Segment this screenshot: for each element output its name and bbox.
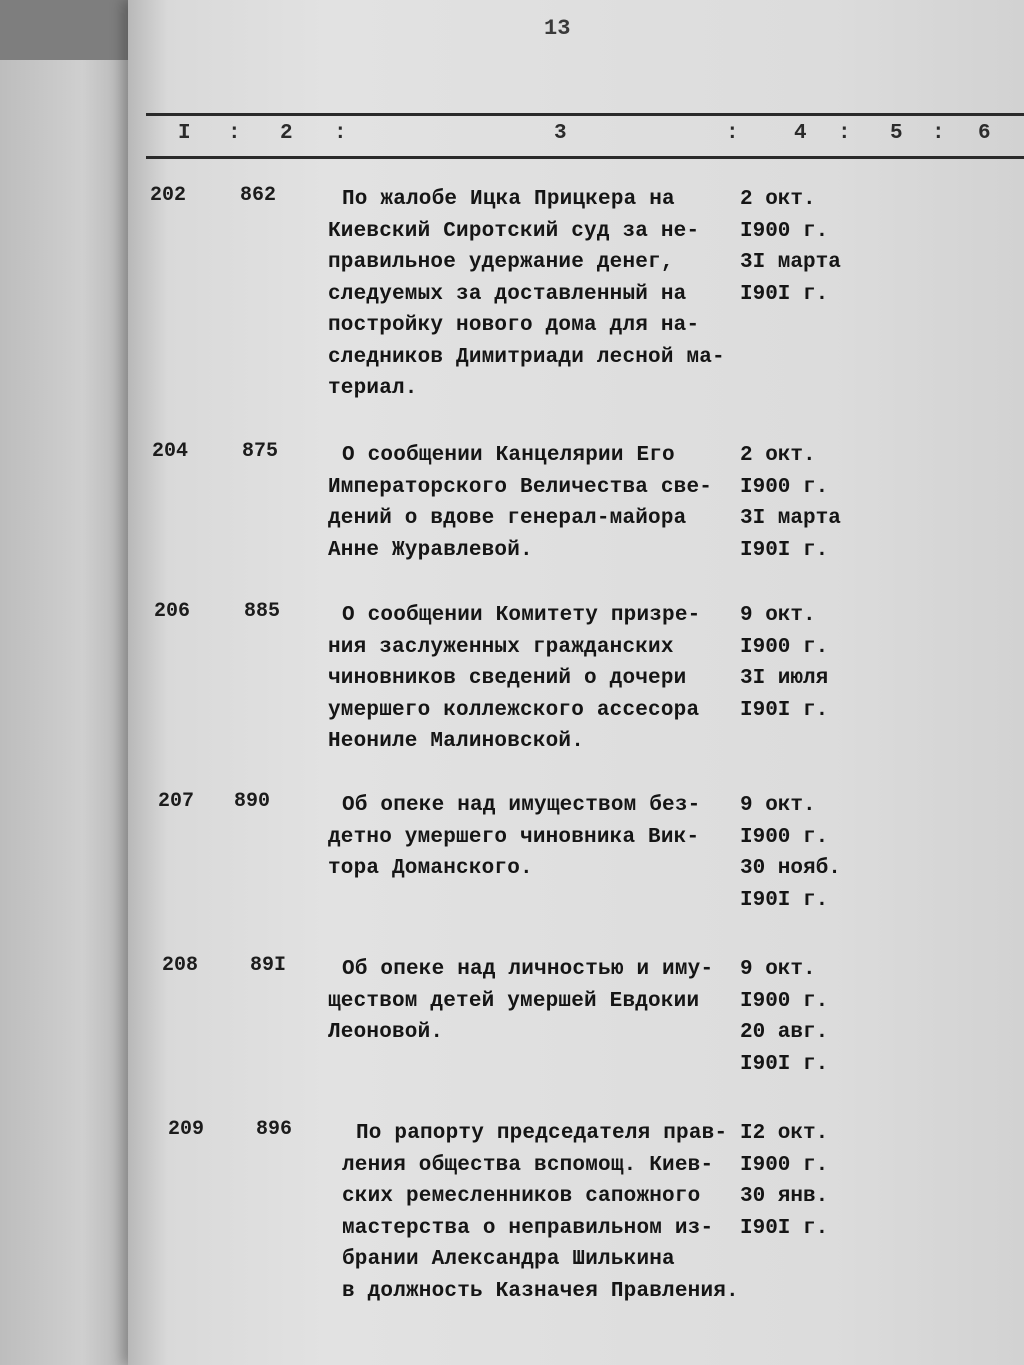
entry-col2-number: 885 [244,600,281,623]
header-separator: : [228,122,241,145]
entry-dates: 9 окт. I900 г. 30 нояб. I90I г. [740,794,841,912]
header-rule-top [146,113,1024,116]
entry-dates: 2 окт. I900 г. 3I марта I90I г. [740,444,841,562]
header-col-3: 3 [554,122,567,145]
entry-col1-number: 209 [168,1118,205,1141]
page-number: 13 [544,16,571,41]
entry-description: О сообщении Канцелярии Его Императорского Величества све- дений о вдове генерал-майора Анне Журавлевой. [328,444,713,562]
entry-col2-number: 862 [240,184,277,207]
entry-col1-number: 207 [158,790,195,813]
entry-description: По рапорту председателя прав- ления общества вспомощ. Киев- ских ремесленников сапожного мастерства о неправильном из- брании Александра Шилькина в должность Казначея Правления. [342,1122,739,1303]
entry-col1-number: 208 [162,954,199,977]
header-col-6: 6 [978,122,991,145]
entry-col1-number: 202 [150,184,187,207]
entry-description: Об опеке над личностью и иму- ществом детей умершей Евдокии Леоновой. [328,958,714,1044]
entry-description: О сообщении Комитету призре- ния заслуженных гражданских чиновников сведений о дочери умершего коллежского ассесора Неониле Малиновской. [328,604,701,753]
header-col-4: 4 [794,122,807,145]
entry-col2-number: 875 [242,440,279,463]
entry-dates: I2 окт. I900 г. 30 янв. I90I г. [740,1122,829,1240]
entry-description: По жалобе Ицка Прицкера на Киевский Сиротский суд за не- правильное удержание денег, следуемых за доставленный на постройку нового дома для на- следников Димитриади лесной ма- териал. [328,188,725,400]
entry-col1-number: 204 [152,440,189,463]
header-separator: : [334,122,347,145]
header-separator: : [932,122,945,145]
document-page [128,0,1024,1365]
header-col-2: 2 [280,122,293,145]
header-separator: : [838,122,851,145]
entry-dates: 9 окт. I900 г. 20 авг. I90I г. [740,958,829,1076]
entry-col1-number: 206 [154,600,191,623]
header-separator: : [726,122,739,145]
entry-description: Об опеке над имуществом без- детно умершего чиновника Вик- тора Доманского. [328,794,701,880]
entry-col2-number: 89I [250,954,287,977]
entry-dates: 2 окт. I900 г. 3I марта I90I г. [740,188,841,306]
entry-dates: 9 окт. I900 г. 3I июля I90I г. [740,604,829,722]
header-col-5: 5 [890,122,903,145]
entry-col2-number: 896 [256,1118,293,1141]
header-col-1: I [178,122,191,145]
header-rule-bottom [146,156,1024,159]
entry-col2-number: 890 [234,790,271,813]
